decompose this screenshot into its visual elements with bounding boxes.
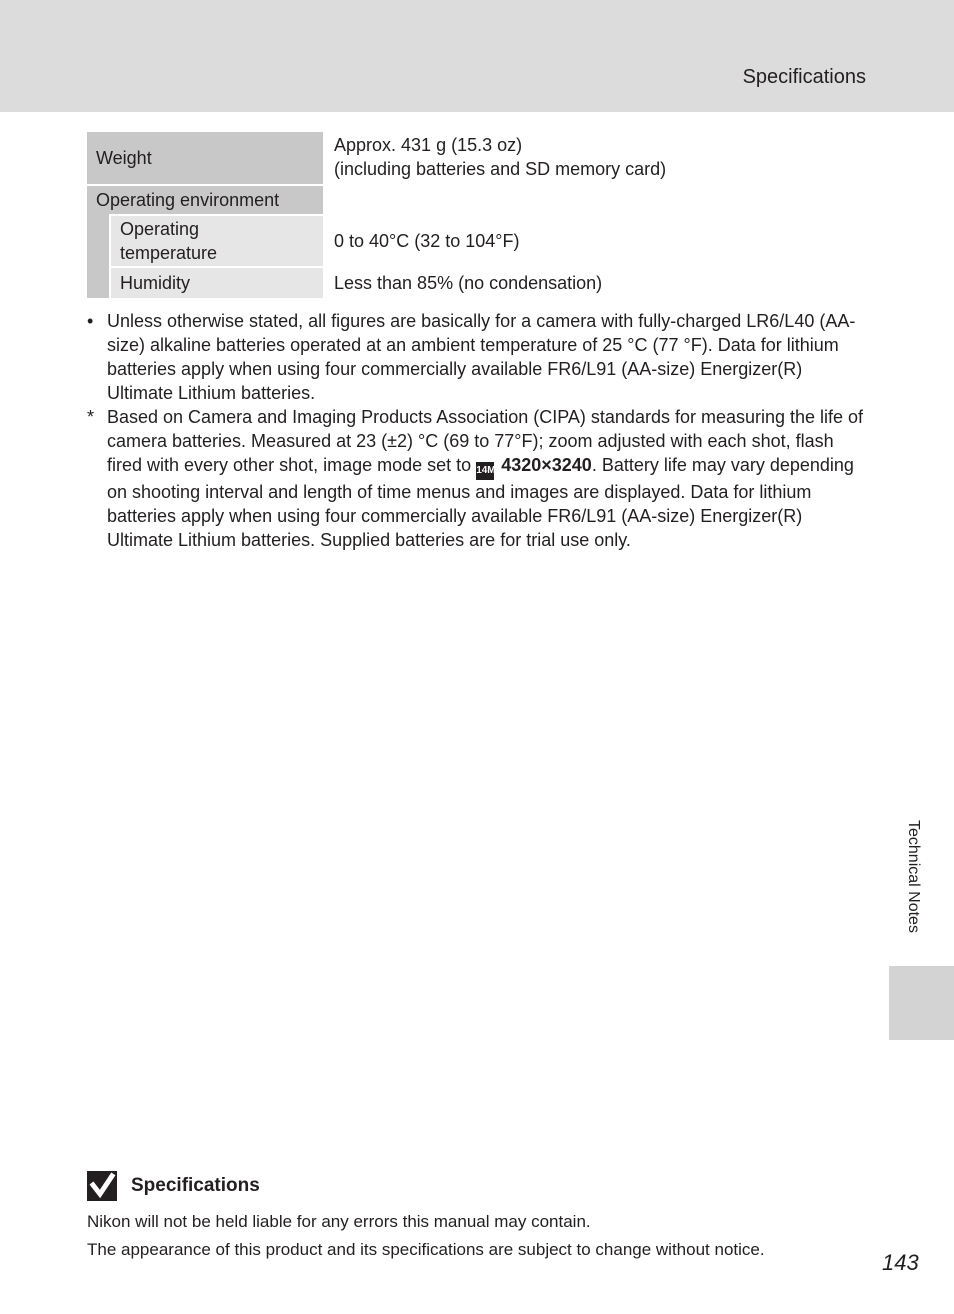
humidity-value: Less than 85% (no condensation) xyxy=(325,268,867,298)
caution-header xyxy=(87,1170,867,1202)
weight-value-line-1: Approx. 431 g (15.3 oz) xyxy=(334,135,523,155)
caution-line: The appearance of this product and its specifications are subject to change without notice. xyxy=(87,1240,765,1259)
image-mode-value: 4320×3240 xyxy=(501,455,592,475)
notes-list xyxy=(87,309,867,552)
humidity-label: Humidity xyxy=(111,268,323,298)
caution-line: Nikon will not be held liable for any errors this manual may contain. xyxy=(87,1212,591,1231)
caution-box xyxy=(87,1170,867,1262)
header-band xyxy=(0,0,954,112)
page-number: 143 xyxy=(882,1250,919,1275)
note-text-before: Based on Camera and Imaging Products Association (CIPA) standards for measuring the life of camera batteries. Measured at 23 (±2) °C (69 to 77°F); zoom adjusted with each shot, flash fired with every other shot, image mode set to xyxy=(107,407,864,475)
note-item xyxy=(87,405,867,552)
operating-environment-bar xyxy=(87,214,109,298)
note-text: Unless otherwise stated, all figures are basically for a camera with fully-charged LR6/L40 (AA-size) alkaline batteries operated at an ambient temperature of 25 °C (77 °F). Data for lithium batteries apply when using four commercially available FR6/L91 (AA-size) Energizer(R) Ultimate Lithium batteries. xyxy=(107,311,856,403)
bullet-marker: • xyxy=(87,311,94,331)
note-text-after: . Battery life may vary depending on shooting interval and length of time menus and images are displayed. Data for lithium batteries apply when using four commercially available FR6/L91 (AA-size) Energizer(R) Ultimate Lithium batteries. Supplied batteries are for trial use only. xyxy=(107,455,854,550)
caution-title: Specifications xyxy=(131,1175,260,1196)
temperature-value: 0 to 40°C (32 to 104°F) xyxy=(325,216,867,266)
check-mark-icon xyxy=(87,1171,117,1201)
weight-value xyxy=(325,132,867,184)
asterisk-marker: * xyxy=(87,407,95,427)
temperature-label-line-1: Operating xyxy=(120,219,200,239)
side-tab-block xyxy=(889,966,954,1040)
weight-value-line-2: (including batteries and SD memory card) xyxy=(334,159,667,179)
operating-environment-label: Operating environment xyxy=(87,186,323,214)
temperature-label-line-2: temperature xyxy=(120,243,218,263)
page-header-title: Specifications xyxy=(742,66,866,88)
temperature-label xyxy=(111,216,323,266)
note-item xyxy=(87,309,867,405)
image-mode-icon: 14M xyxy=(476,462,494,480)
side-tab-label: Technical Notes xyxy=(905,820,922,933)
weight-label: Weight xyxy=(87,132,323,184)
